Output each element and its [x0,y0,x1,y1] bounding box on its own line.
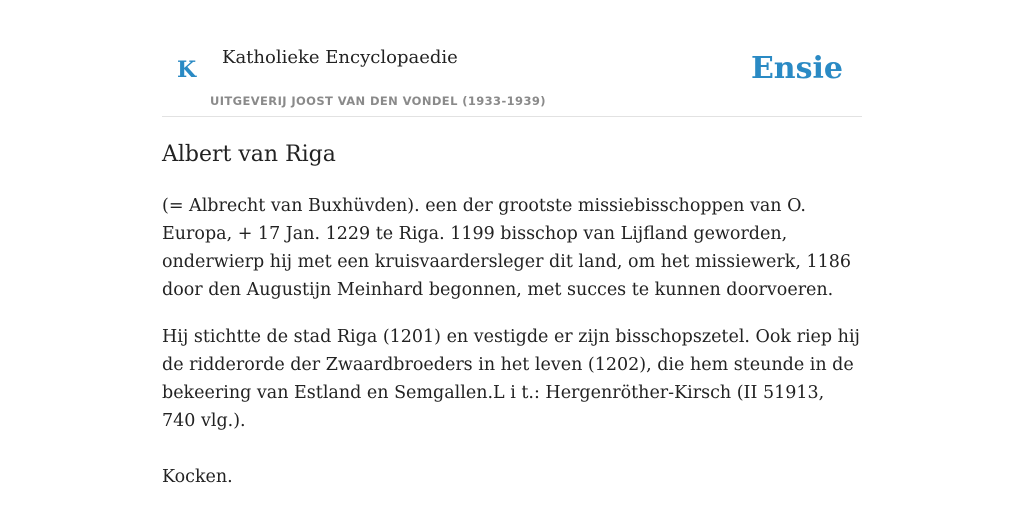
article-title: Albert van Riga [162,142,336,167]
article-author: Kocken. [162,467,233,487]
article-body [162,192,862,510]
ensie-brand-logo[interactable]: Ensie [750,51,843,86]
site-header [162,0,862,117]
site-logo-k[interactable]: K [177,57,197,83]
publisher-subtitle: UITGEVERIJ JOOST VAN DEN VONDEL (1933-1939) [210,94,546,108]
article-paragraph: Hij stichtte de stad Riga (1201) en vestigde er zijn bisschopszetel. Ook riep hij de ridderorde der Zwaardbroeders in het leven (1202), die hem steunde in de bekeering van Estland en Semgallen.L i t.: Hergenröther-Kirsch (II 51913, 740 vlg.). [162,327,860,431]
article-paragraph: (= Albrecht van Buxhüvden). een der grootste missiebisschoppen van O. Europa, + 17 Jan. 1229 te Riga. 1199 bisschop van Lijfland geworden, onderwierp hij met een kruisvaardersleger dit land, om het missiewerk, 1186 door den Augustijn Meinhard begonnen, met succes te kunnen doorvoeren. [162,196,852,300]
site-title[interactable]: Katholieke Encyclopaedie [222,47,458,68]
